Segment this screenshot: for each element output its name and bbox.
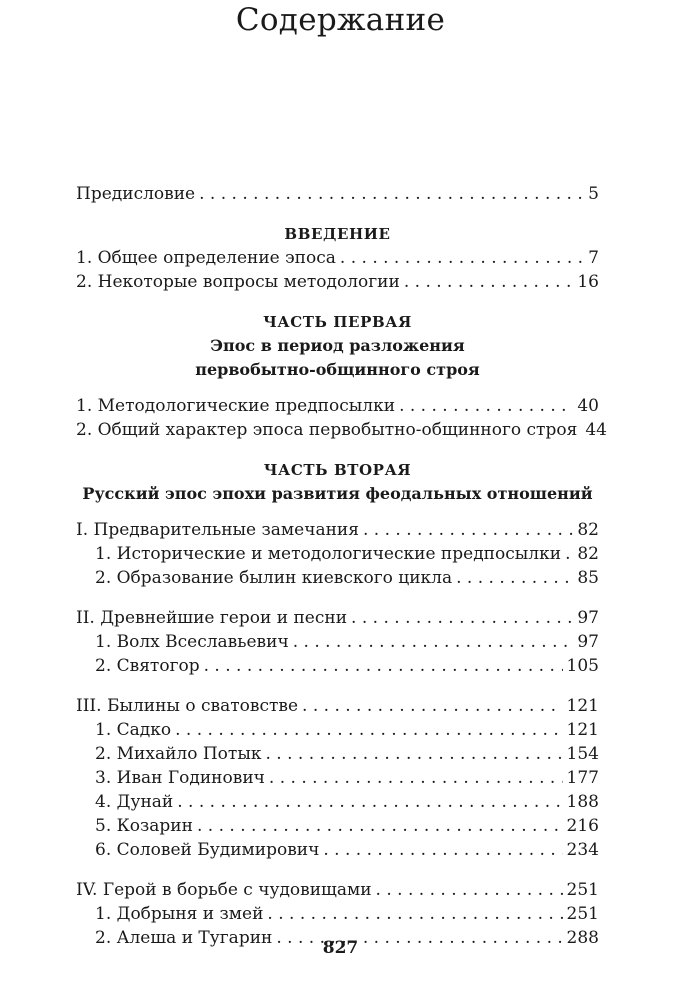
toc-entry-title: 2. Михайло Потык: [95, 744, 262, 764]
toc-entry-preface: [76, 182, 599, 206]
toc-entry-page: 44: [585, 420, 607, 440]
toc-chapter: [76, 878, 599, 902]
toc-entry: [76, 902, 599, 926]
dot-leader: [399, 394, 573, 418]
toc-entry: [76, 418, 607, 442]
toc-entry-page: 251: [566, 904, 599, 924]
dot-leader: [199, 182, 584, 206]
part1-subtitle-line2: первобытно-общинного строя: [195, 360, 480, 379]
toc-entry-title: 1. Исторические и методологические предпосылки: [95, 544, 562, 564]
toc-entry: [76, 542, 599, 566]
toc-entry-page: 5: [588, 184, 599, 204]
toc-entry-page: 85: [577, 568, 599, 588]
toc-entry: [76, 566, 599, 590]
toc-entry: [76, 270, 599, 294]
toc-entry-title: 4. Дунай: [95, 792, 174, 812]
section-heading-part2: ЧАСТЬ ВТОРАЯ: [263, 461, 412, 479]
table-of-contents: [76, 182, 607, 950]
toc-entry-page: 16: [577, 272, 599, 292]
toc-entry-page: 7: [588, 248, 599, 268]
toc-entry-page: 40: [577, 396, 599, 416]
toc-entry-title: Предисловие: [76, 184, 196, 204]
toc-entry: [76, 790, 599, 814]
dot-leader: [177, 790, 562, 814]
toc-entry-page: 82: [577, 544, 599, 564]
page-title: Содержание: [235, 2, 446, 38]
dot-leader: [269, 766, 563, 790]
dot-leader: [204, 654, 563, 678]
toc-entry-page: 105: [566, 656, 599, 676]
toc-entry-title: 1. Волх Всеславьевич: [95, 632, 289, 652]
toc-entry-title: II. Древнейшие герои и песни: [76, 608, 348, 628]
toc-entry-page: 188: [566, 792, 599, 812]
toc-entry-page: 154: [566, 744, 599, 764]
toc-entry-title: 1. Общее определение эпоса: [76, 248, 336, 268]
toc-entry-title: 2. Святогор: [95, 656, 200, 676]
toc-entry-title: I. Предварительные замечания: [76, 520, 359, 540]
toc-entry-page: 177: [566, 768, 599, 788]
toc-entry-title: 3. Иван Годинович: [95, 768, 265, 788]
toc-entry: [76, 246, 599, 270]
toc-entry: [76, 742, 599, 766]
dot-leader: [265, 742, 562, 766]
dot-leader: [351, 606, 573, 630]
part2-subtitle: Русский эпос эпохи развития феодальных отношений: [82, 484, 593, 503]
toc-entry: [76, 718, 599, 742]
toc-entry-page: 234: [566, 840, 599, 860]
section-heading-intro: ВВЕДЕНИЕ: [284, 225, 391, 243]
dot-leader: [197, 814, 563, 838]
toc-entry-page: 97: [577, 608, 599, 628]
toc-entry-page: 82: [577, 520, 599, 540]
toc-chapter: [76, 606, 599, 630]
dot-leader: [363, 518, 573, 542]
toc-entry-title: 2. Образование былин киевского цикла: [95, 568, 453, 588]
toc-entry: [76, 766, 599, 790]
dot-leader: [340, 246, 584, 270]
dot-leader: [293, 630, 574, 654]
page-number: 827: [322, 938, 359, 958]
section-heading-part1: ЧАСТЬ ПЕРВАЯ: [263, 313, 412, 331]
toc-entry-title: 1. Добрыня и змей: [95, 904, 264, 924]
toc-chapter: [76, 518, 599, 542]
toc-entry-title: 1. Методологические предпосылки: [76, 396, 396, 416]
dot-leader: [302, 694, 563, 718]
toc-entry: [76, 838, 599, 862]
part1-subtitle-line1: Эпос в период разложения: [210, 336, 465, 355]
toc-entry-title: 6. Соловей Будимирович: [95, 840, 320, 860]
toc-entry-title: 2. Некоторые вопросы методологии: [76, 272, 400, 292]
toc-entry: [76, 394, 599, 418]
toc-entry: [76, 630, 599, 654]
toc-entry-page: 216: [566, 816, 599, 836]
toc-entry-title: 5. Козарин: [95, 816, 193, 836]
toc-entry-page: 121: [566, 696, 599, 716]
toc-entry-title: 2. Алеша и Тугарин: [95, 928, 273, 948]
toc-entry-page: 251: [566, 880, 599, 900]
toc-entry-page: 121: [566, 720, 599, 740]
dot-leader: [456, 566, 573, 590]
toc-entry-page: 97: [577, 632, 599, 652]
dot-leader: [323, 838, 562, 862]
toc-entry-title: IV. Герой в борьбе с чудовищами: [76, 880, 372, 900]
dot-leader: [376, 878, 563, 902]
toc-entry: [76, 654, 599, 678]
toc-entry-title: 1. Садко: [95, 720, 172, 740]
toc-entry-title: 2. Общий характер эпоса первобытно-общинного строя: [76, 420, 578, 440]
toc-entry-page: 288: [566, 928, 599, 948]
dot-leader: [175, 718, 562, 742]
dot-leader: [565, 542, 573, 566]
dot-leader: [404, 270, 574, 294]
toc-entry-title: III. Былины о сватовстве: [76, 696, 299, 716]
dot-leader: [267, 902, 562, 926]
toc-entry: [76, 814, 599, 838]
toc-chapter: [76, 694, 599, 718]
